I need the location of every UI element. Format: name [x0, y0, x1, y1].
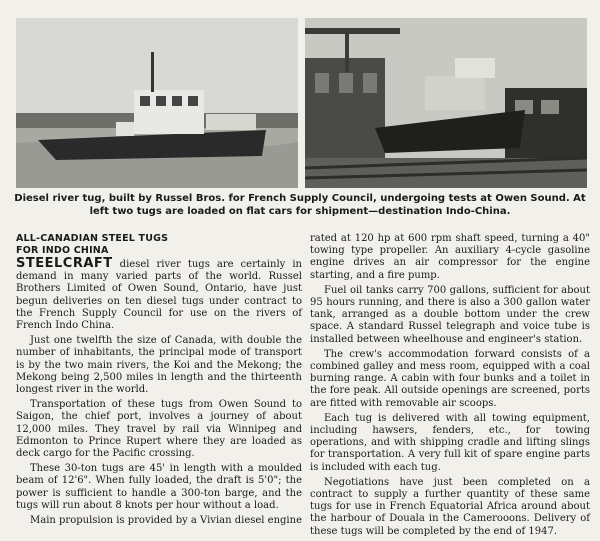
lead-word: STEELCRAFT [16, 256, 113, 271]
paragraph: The crew's accommodation forward consists of a combined galley and mess room, equipped with a coal burning range. A cabin with four bunks and a toilet in the fore peak. All outside openings are screened, ports are fitted with removable air scoops. [310, 348, 590, 409]
article-column-right [310, 233, 590, 541]
paragraph: rated at 120 hp at 600 rpm shaft speed, turning a 40" towing type propeller. An auxiliary 4-cycle gasoline engine drives an air compressor for the engine starting, and a fire pump. [310, 233, 590, 281]
headline-line-1: ALL-CANADIAN STEEL TUGS [16, 233, 169, 244]
paragraph: Fuel oil tanks carry 700 gallons, sufficient for about 95 hours running, and there is also a 300 gallon water tank, arranged as a double bottom under the crew space. A standard Russel telegraph and voice tube is installed between wheelhouse and engineer's station. [310, 284, 590, 345]
tugs-on-flatcars-photo [305, 18, 587, 188]
paragraph-text: diesel river tugs are certainly in demand in many varied parts of the world. Russel Brothers Limited of Owen Sound, Ontario, have just begun deliveries on ten diesel tugs under contract to the French Supply Council for use on the rivers of French Indo China. [16, 259, 302, 332]
paragraph: Negotiations have just been completed on a contract to supply a further quantity of these same tugs for use in French Equatorial Africa around about the harbour of Douala in the Camerooons. Delivery of these tugs will be completed by the end of 1947. [310, 476, 590, 537]
paragraph: Each tug is delivered with all towing equipment, including hawsers, fenders, etc., for towing operations, and with shipping cradle and lifting slings for transportation. A very full kit of spare engine parts is included with each tug. [310, 412, 590, 473]
photo-caption: Diesel river tug, built by Russel Bros. for French Supply Council, undergoing tests at Owen Sound. At left two tugs are loaded on flat cars for shipment—destination Indo-China. [14, 193, 586, 217]
paragraph [16, 258, 302, 332]
paragraph: Main propulsion is provided by a Vivian diesel engine [30, 515, 302, 527]
article-column-left [16, 258, 302, 530]
paragraph: These 30-ton tugs are 45' in length with a moulded beam of 12'6". When fully loaded, the draft is 5'0"; the power is sufficient to handle a 300-ton barge, and the tugs will run about 8 knots per hour without a load. [16, 463, 302, 511]
paragraph: Just one twelfth the size of Canada, with double the number of inhabitants, the principal mode of transport is by the two main rivers, the Koi and the Mekong; the Mekong being 2,500 miles in length and the thirteenth longest river in the world. [16, 335, 302, 396]
article-headline [16, 233, 306, 257]
headline-line-2: FOR INDO CHINA [16, 245, 109, 256]
paragraph: Transportation of these tugs from Owen Sound to Saigon, the chief port, involves a journey of about 12,000 miles. They travel by rail via Winnipeg and Edmonton to Prince Rupert where they are loaded as deck cargo for the Pacific crossing. [16, 399, 302, 460]
tug-on-river-photo [16, 18, 298, 188]
